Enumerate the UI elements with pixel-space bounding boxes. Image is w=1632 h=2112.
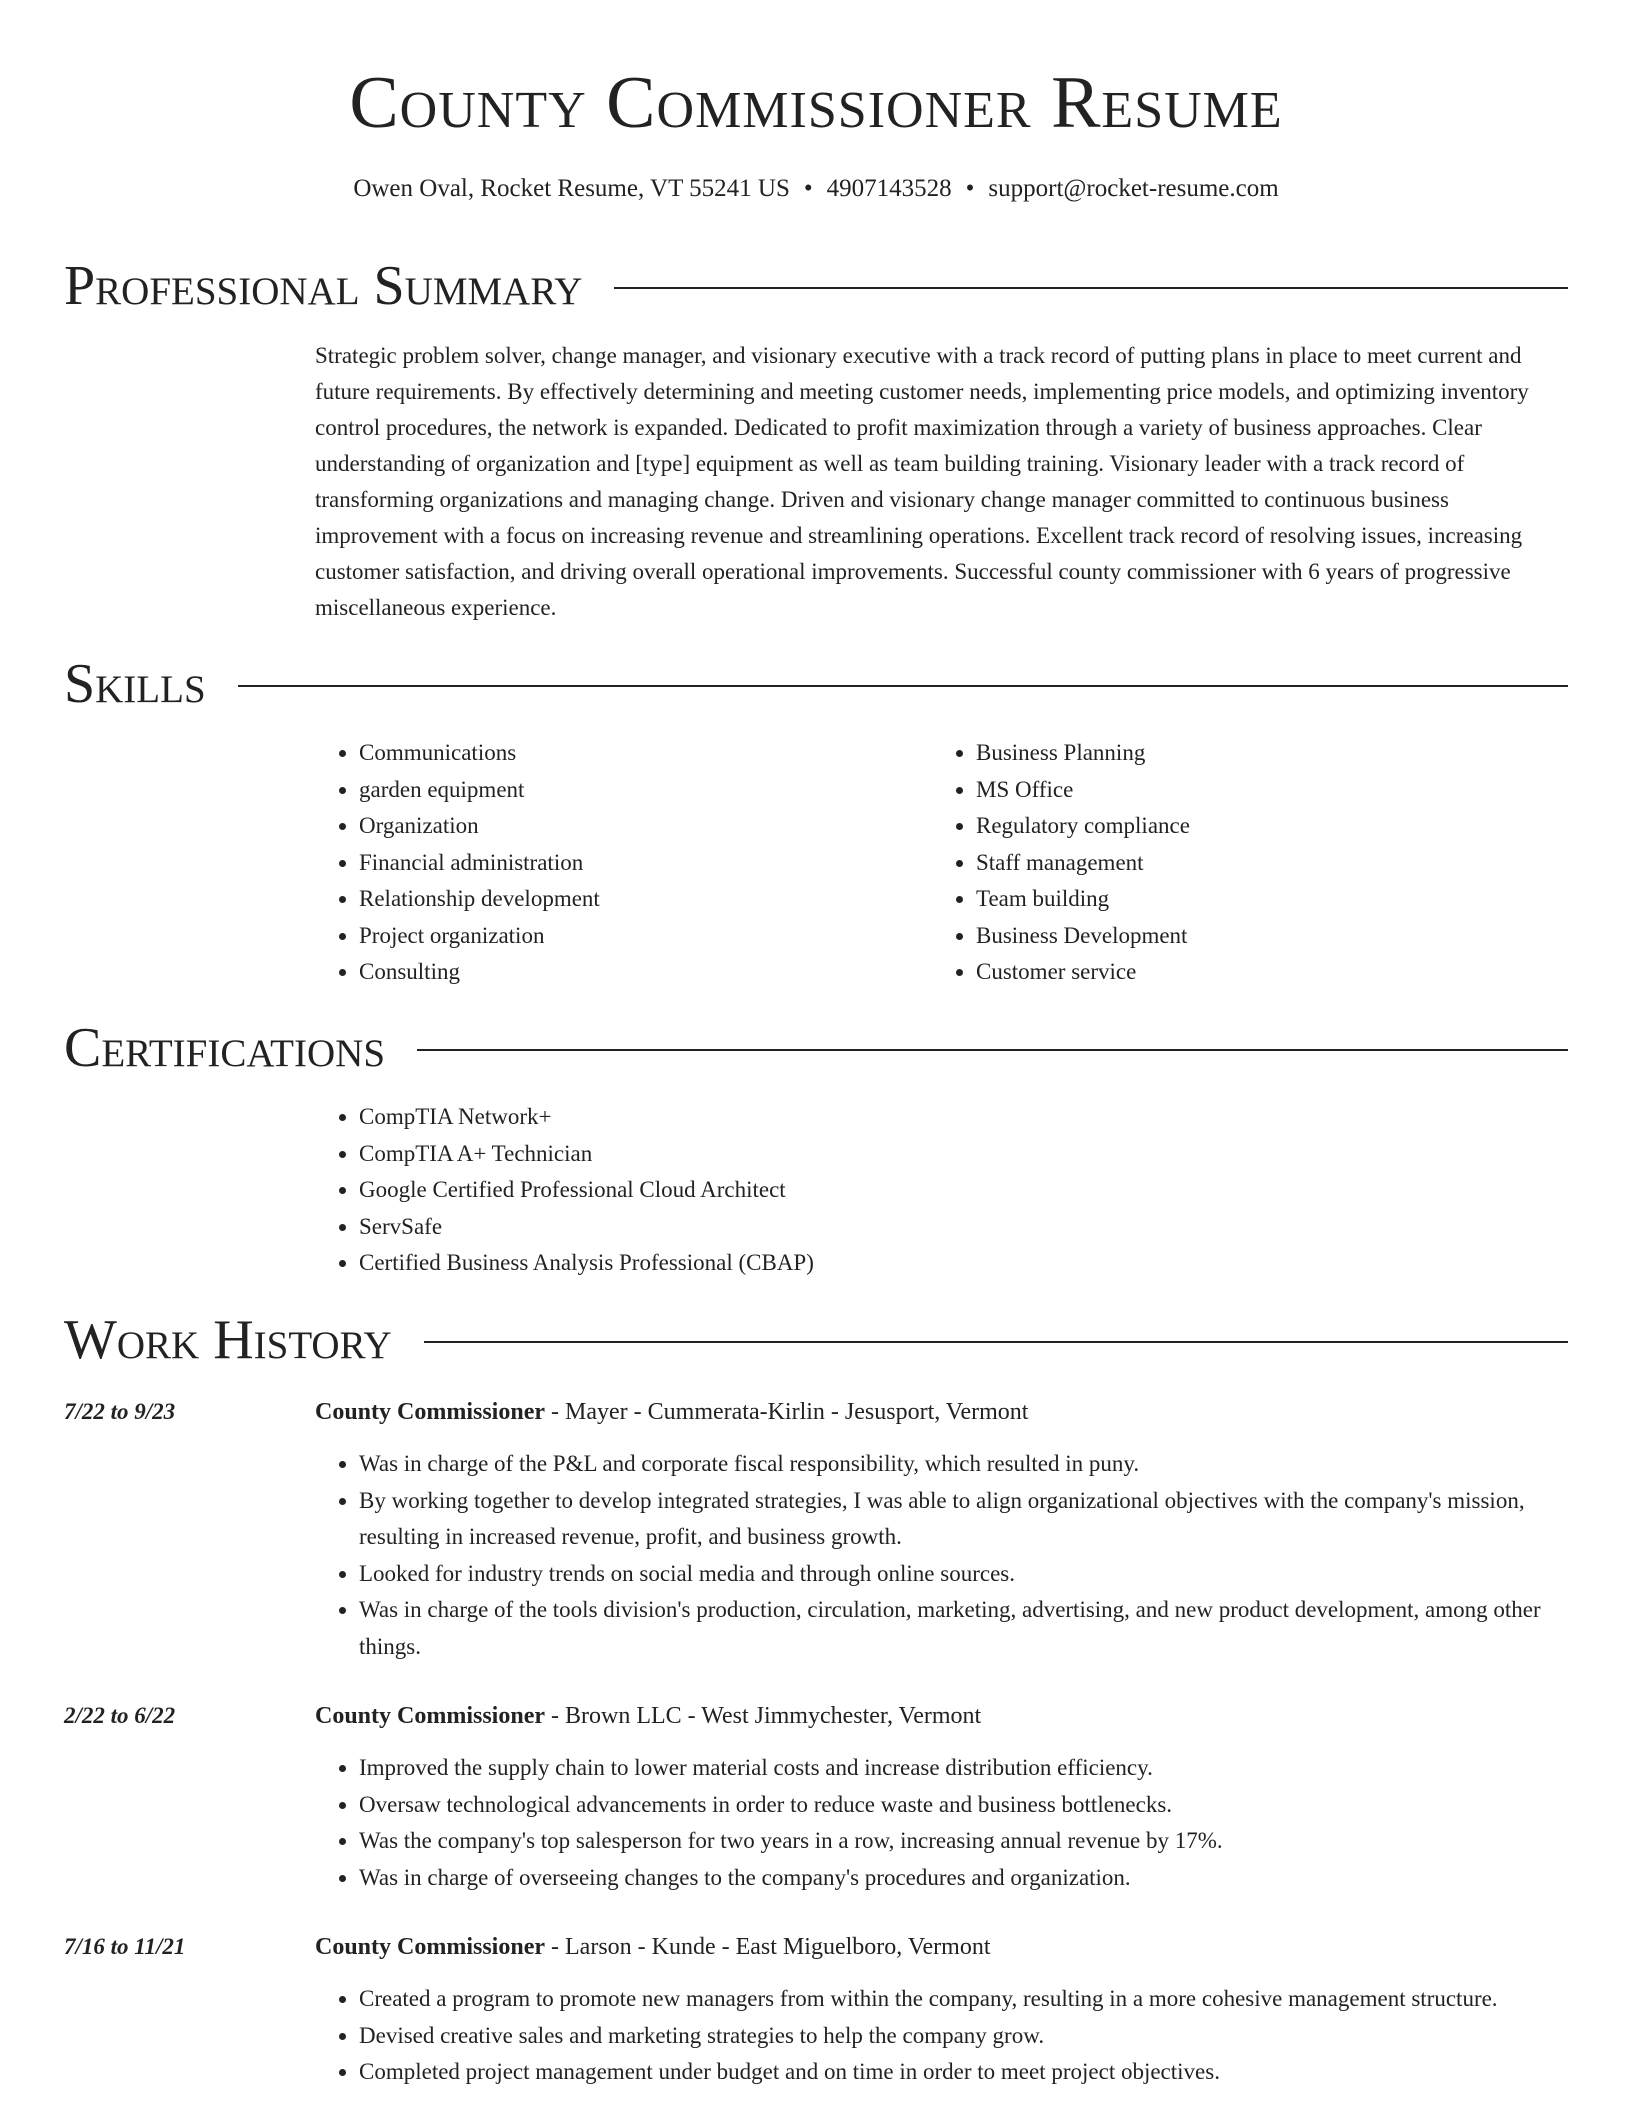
- summary-section-header: [64, 254, 1568, 318]
- contact-address: Owen Oval, Rocket Resume, VT 55241 US: [353, 175, 790, 202]
- skill-item: • Customer service: [976, 954, 1512, 991]
- job-header: [315, 1930, 1568, 1964]
- job-details: - Mayer - Cummerata-Kirlin - Jesusport, Vermont: [545, 1399, 1029, 1425]
- certifications-heading: Certifications: [64, 1017, 386, 1079]
- section-divider: [614, 287, 1568, 289]
- contact-separator: •: [965, 175, 975, 202]
- certifications-section-header: [64, 1016, 1568, 1080]
- job-dates: 7/16 to 11/21: [64, 1934, 186, 1959]
- skills-section-header: [64, 652, 1568, 716]
- job-dates: 7/22 to 9/23: [64, 1399, 176, 1424]
- certification-item: • CompTIA A+ Technician: [359, 1136, 1568, 1173]
- job-bullet-list: [315, 1446, 1568, 1665]
- skill-item: • Project organization: [359, 918, 895, 955]
- certifications-list: [315, 1099, 1568, 1282]
- contact-phone: 4907143528: [826, 175, 952, 202]
- job-bullet-item: • Oversaw technological advancements in order to reduce waste and business bottlenecks.: [359, 1787, 1568, 1824]
- skills-left-list: [315, 735, 895, 991]
- job-bullet-item: • Completed project management under budget and on time in order to meet project objectives.: [359, 2054, 1568, 2091]
- skill-item: • Business Development: [976, 918, 1512, 955]
- skills-left-column: [315, 735, 895, 991]
- skill-item: • Organization: [359, 808, 895, 845]
- skill-item: • Relationship development: [359, 881, 895, 918]
- section-divider: [424, 1341, 1568, 1343]
- skill-item: • Communications: [359, 735, 895, 772]
- job-title: County Commissioner: [315, 1703, 546, 1729]
- job-header: [315, 1699, 1568, 1733]
- skill-item: • Team building: [976, 881, 1512, 918]
- skill-item: • Business Planning: [976, 735, 1512, 772]
- section-divider: [238, 685, 1568, 687]
- job-dates: 2/22 to 6/22: [64, 1703, 176, 1728]
- resume-title: County Commissioner Resume: [349, 62, 1283, 144]
- summary-heading: Professional Summary: [64, 255, 583, 317]
- skills-heading: Skills: [64, 653, 206, 715]
- skill-item: • MS Office: [976, 772, 1512, 809]
- contact-email: support@rocket-resume.com: [988, 175, 1279, 202]
- job-bullet-item: • Looked for industry trends on social media and through online sources.: [359, 1556, 1568, 1593]
- job-bullet-list: [315, 1750, 1568, 1896]
- certifications-block: [315, 1099, 1568, 1282]
- skills-right-list: [932, 735, 1512, 991]
- work-heading: Work History: [64, 1309, 392, 1371]
- job-details: - Brown LLC - West Jimmychester, Vermont: [545, 1703, 982, 1729]
- job-bullet-item: • Created a program to promote new managers from within the company, resulting in a more cohesive management structure.: [359, 1981, 1568, 2018]
- job-bullet-item: • Was in charge of overseeing changes to the company's procedures and organization.: [359, 1860, 1568, 1897]
- skill-item: • Financial administration: [359, 845, 895, 882]
- skill-item: • Staff management: [976, 845, 1512, 882]
- skill-item: • Consulting: [359, 954, 895, 991]
- job-bullets-block: [315, 1981, 1568, 2091]
- certification-item: • CompTIA Network+: [359, 1099, 1568, 1136]
- skill-item: • Regulatory compliance: [976, 808, 1512, 845]
- certification-item: • Certified Business Analysis Professional (CBAP): [359, 1245, 1568, 1282]
- job-header: [315, 1395, 1568, 1429]
- contact-line: [0, 172, 1632, 206]
- certification-item: • ServSafe: [359, 1209, 1568, 1246]
- job-bullet-item: • Devised creative sales and marketing strategies to help the company grow.: [359, 2018, 1568, 2055]
- summary-text: Strategic problem solver, change manager, and visionary executive with a track record of putting plans in place to meet current and future requirements. By effectively determining and meeting customer needs, implementing price models, and optimizing inventory control procedures, the network is expanded. Dedicated to profit maximization through a variety of business approaches. Clear understanding of organization and [type] equipment as well as team building training. Visionary leader with a track record of transforming organizations and managing change. Driven and visionary change manager committed to continuous business improvement with a focus on increasing revenue and streamlining operations. Excellent track record of resolving issues, increasing customer satisfaction, and driving overall operational improvements. Successful county commissioner with 6 years of progressive miscellaneous experience.: [315, 343, 1529, 620]
- job-bullet-item: • Was in charge of the tools division's production, circulation, marketing, advertising, and new product development, among other things.: [359, 1592, 1568, 1665]
- skill-item: • garden equipment: [359, 772, 895, 809]
- job-bullet-item: • Improved the supply chain to lower material costs and increase distribution efficiency.: [359, 1750, 1568, 1787]
- job-bullet-list: [315, 1981, 1568, 2091]
- job-details: - Larson - Kunde - East Miguelboro, Vermont: [545, 1934, 991, 1960]
- skills-right-column: [932, 735, 1512, 991]
- job-bullets-block: [315, 1446, 1568, 1665]
- job-bullet-item: • Was in charge of the P&L and corporate fiscal responsibility, which resulted in puny.: [359, 1446, 1568, 1483]
- job-bullet-item: • By working together to develop integrated strategies, I was able to align organizational objectives with the company's mission, resulting in increased revenue, profit, and business growth.: [359, 1483, 1568, 1556]
- job-bullet-item: • Was the company's top salesperson for two years in a row, increasing annual revenue by 17%.: [359, 1823, 1568, 1860]
- job-title: County Commissioner: [315, 1399, 546, 1425]
- job-title: County Commissioner: [315, 1934, 546, 1960]
- contact-separator: •: [803, 175, 813, 202]
- certification-item: • Google Certified Professional Cloud Architect: [359, 1172, 1568, 1209]
- work-section-header: [64, 1308, 1568, 1372]
- section-divider: [417, 1049, 1568, 1051]
- job-bullets-block: [315, 1750, 1568, 1896]
